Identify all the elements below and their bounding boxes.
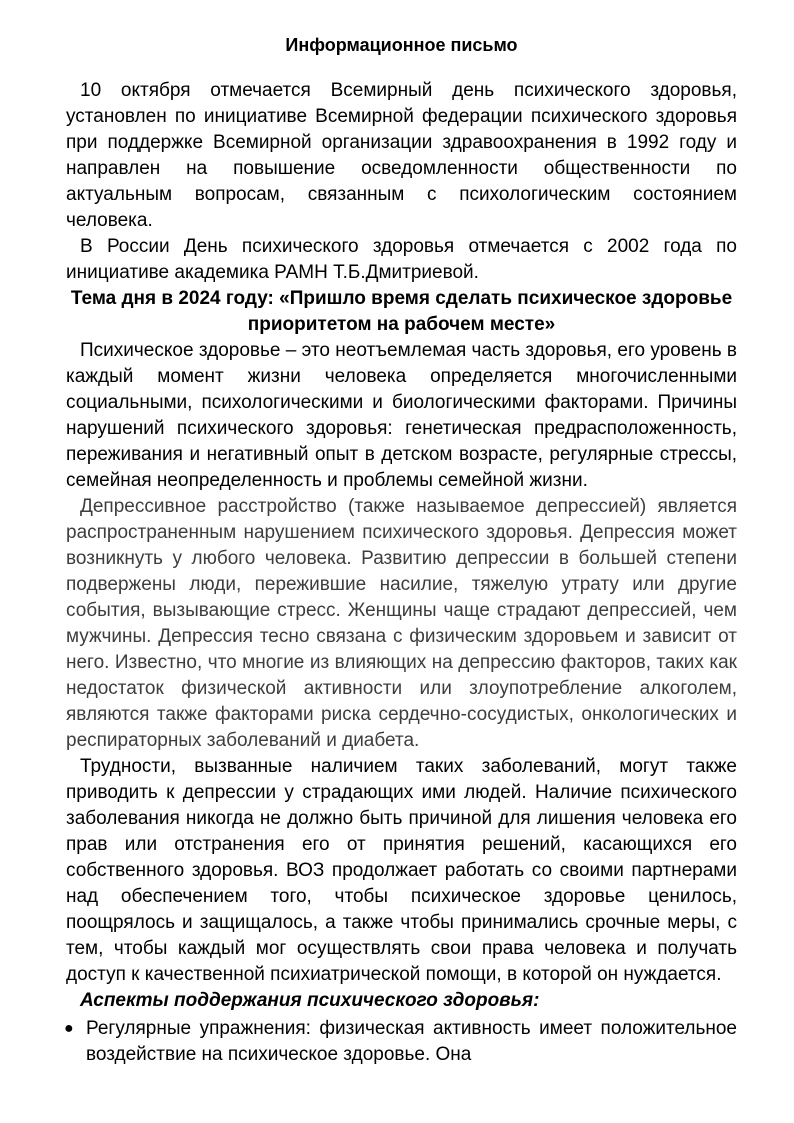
bullet-icon: ●	[64, 1020, 74, 1037]
list-item-text: Регулярные упражнения: физическая активность имеет положительное воздействие на психическое здоровье. Она	[86, 1018, 737, 1065]
document-page	[66, 32, 737, 1068]
paragraph-difficulties: Трудности, вызванные наличием таких заболеваний, могут также приводить к депрессии у страдающих ими людей. Наличие психического заболевания никогда не должно быть причиной для лишения человека его прав или отстранения его от принятия решений, касающихся его собственного здоровья. ВОЗ продолжает работать со своими партнерами над обеспечением того, чтобы психическое здоровье ценилось, поощрялось и защищалось, а также чтобы принимались срочные меры, с тем, чтобы каждый мог осуществлять свои права человека и получать доступ к качественной психиатрической помощи, в которой он нуждается.	[66, 756, 737, 985]
aspects-heading: Аспекты поддержания психического здоровья:	[80, 990, 540, 1011]
paragraph-depression: Депрессивное расстройство (также называемое депрессией) является распространенным нарушением психического здоровья. Депрессия может возникнуть у любого человека. Развитию депрессии в большей степени подвержены люди, пережившие насилие, тяжелую утрату или другие события, вызывающие стресс. Женщины чаще страдают депрессией, чем мужчины. Депрессия тесно связана с физическим здоровьем и зависит от него. Известно, что многие из влияющих на депрессию факторов, таких как недостаток физической активности или злоупотребление алкоголем, являются также факторами риска сердечно-сосудистых, онкологических и респираторных заболеваний и диабета.	[66, 496, 737, 751]
aspects-list	[66, 1016, 737, 1068]
paragraph-mental-health: Психическое здоровье – это неотъемлемая часть здоровья, его уровень в каждый момент жизни человека определяется многочисленными социальными, психологическими и биологическими факторами. Причины нарушений психического здоровья: генетическая предрасположенность, переживания и негативный опыт в детском возрасте, регулярные стрессы, семейная неопределенность и проблемы семейной жизни.	[66, 340, 737, 491]
paragraph-russia-day: В России День психического здоровья отмечается с 2002 года по инициативе академика РАМН Т.Б.Дмитриевой.	[66, 236, 737, 283]
list-item	[64, 1016, 737, 1068]
paragraph-world-day: 10 октября отмечается Всемирный день психического здоровья, установлен по инициативе Всемирной федерации психического здоровья при поддержке Всемирной организации здравоохранения в 1992 году и направлен на повышение осведомленности общественности по актуальным вопросам, связанным с психологическим состоянием человека.	[66, 80, 737, 231]
document-title: Информационное письмо	[285, 35, 518, 55]
theme-heading: Тема дня в 2024 году: «Пришло время сделать психическое здоровье приоритетом на рабочем месте»	[70, 288, 733, 335]
